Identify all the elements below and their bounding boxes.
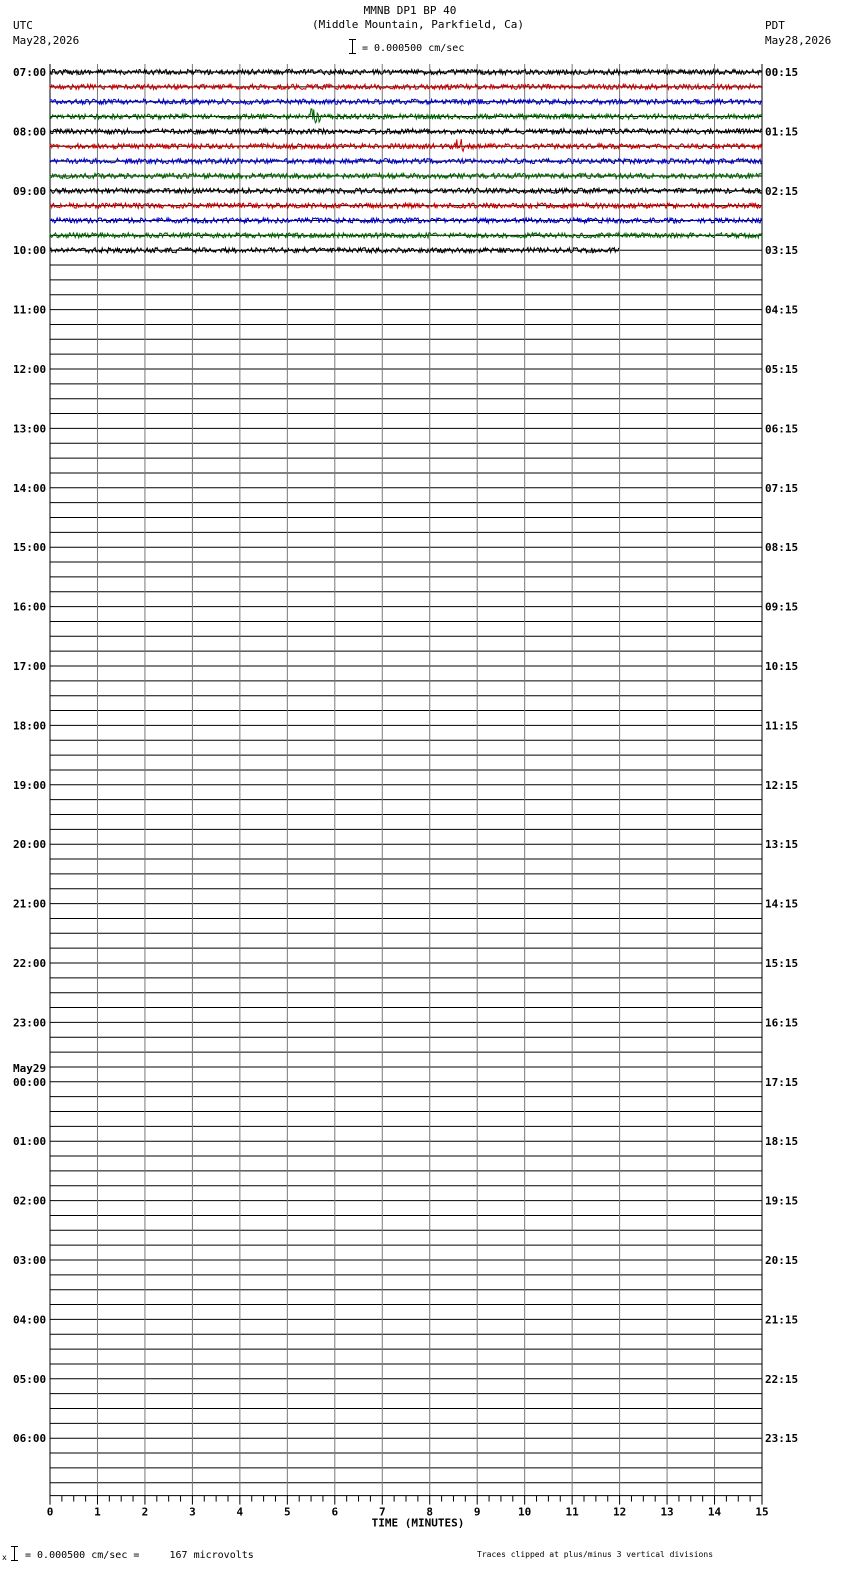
left-hour-label: 08:00 (13, 125, 47, 139)
x-axis (47, 1496, 769, 1530)
x-tick-label: 1 (94, 1505, 101, 1519)
right-hour-label: 01:15 (765, 125, 799, 139)
left-hour-label: 14:00 (13, 481, 47, 495)
x-tick-label: 5 (284, 1505, 291, 1519)
right-hour-label: 11:15 (765, 719, 799, 733)
footer-scale-bar-icon (11, 1546, 18, 1561)
trace-row (50, 159, 762, 164)
trace-row (50, 139, 762, 151)
right-hour-label: 09:15 (765, 600, 799, 614)
right-hour-label: 02:15 (765, 184, 799, 198)
station-location: (Middle Mountain, Parkfield, Ca) (312, 18, 524, 31)
right-hour-label: 22:15 (765, 1372, 799, 1386)
left-hour-label: 17:00 (13, 660, 47, 673)
x-tick-label: 14 (707, 1505, 722, 1519)
left-hour-label: 10:00 (13, 244, 47, 258)
left-hour-label: 05:00 (13, 1372, 47, 1386)
x-tick-label: 3 (189, 1505, 196, 1519)
right-hour-label: 05:15 (765, 363, 799, 376)
corner-mark: x (2, 1553, 7, 1562)
left-hour-label: 23:00 (13, 1016, 47, 1030)
right-hour-label: 14:15 (765, 897, 799, 911)
x-tick-label: 4 (236, 1505, 244, 1519)
date-change-label: May29 (13, 1061, 47, 1075)
left-hour-label: 13:00 (13, 422, 47, 436)
station-title: MMNB DP1 BP 40 (363, 4, 457, 17)
right-hour-label: 10:15 (765, 660, 799, 673)
seismic-traces (50, 69, 762, 252)
x-tick-label: 8 (426, 1505, 434, 1519)
left-hour-label: 20:00 (13, 838, 47, 852)
footer-scale-label: = 0.000500 cm/sec = 167 microvolts (25, 1550, 254, 1561)
right-hour-label: 12:15 (765, 778, 799, 792)
right-hour-label: 18:15 (765, 1135, 799, 1149)
left-hour-label: 04:00 (13, 1313, 47, 1327)
x-tick-label: 6 (331, 1505, 339, 1519)
right-hour-label: 13:15 (765, 838, 799, 852)
left-hour-label: 22:00 (13, 957, 47, 970)
scale-label: = 0.000500 cm/sec (362, 43, 465, 54)
x-tick-label: 9 (473, 1505, 481, 1519)
right-hour-label: 19:15 (765, 1194, 799, 1208)
left-hour-label: 01:00 (13, 1135, 47, 1149)
x-tick-label: 7 (378, 1505, 386, 1519)
x-tick-label: 0 (46, 1505, 54, 1519)
left-hour-label: 15:00 (13, 541, 47, 555)
left-hour-label: 21:00 (13, 897, 47, 911)
right-date: May28,2026 (765, 34, 832, 47)
right-hour-label: 07:15 (765, 481, 799, 495)
x-tick-label: 15 (755, 1505, 769, 1519)
left-hour-label: 11:00 (13, 303, 47, 317)
left-date: May28,2026 (13, 34, 80, 47)
right-timezone: PDT (765, 19, 785, 32)
x-tick-label: 12 (612, 1505, 627, 1519)
x-tick-label: 13 (660, 1505, 674, 1519)
right-hour-label: 21:15 (765, 1313, 799, 1327)
left-hour-label: 02:00 (13, 1194, 47, 1208)
right-hour-label: 23:15 (765, 1432, 799, 1446)
left-hour-label: 09:00 (13, 184, 47, 198)
left-hour-label: 18:00 (13, 719, 47, 733)
x-tick-label: 10 (518, 1505, 532, 1519)
left-hour-label: 06:00 (13, 1432, 47, 1446)
left-hour-label: 00:00 (13, 1075, 47, 1089)
x-axis-title: TIME (MINUTES) (371, 1516, 465, 1530)
left-hour-label: 16:00 (13, 600, 47, 614)
left-timezone: UTC (13, 19, 33, 32)
right-hour-label: 20:15 (765, 1254, 799, 1267)
left-hour-label: 12:00 (13, 363, 47, 376)
left-hour-label: 03:00 (13, 1254, 47, 1267)
left-hour-label: 07:00 (13, 66, 47, 79)
right-hour-label: 15:15 (765, 957, 799, 970)
left-hour-label: 19:00 (13, 778, 47, 792)
x-tick-label: 11 (565, 1505, 579, 1519)
right-hour-label: 06:15 (765, 422, 799, 436)
right-hour-label: 16:15 (765, 1016, 799, 1030)
clip-note: Traces clipped at plus/minus 3 vertical divisions (477, 1550, 714, 1559)
trace-row (50, 109, 762, 123)
right-hour-label: 03:15 (765, 244, 799, 258)
right-hour-label: 00:15 (765, 66, 799, 79)
x-tick-label: 2 (141, 1505, 149, 1519)
chart-grid (50, 64, 762, 1502)
right-hour-label: 04:15 (765, 303, 799, 317)
right-hour-label: 17:15 (765, 1075, 799, 1089)
right-hour-label: 08:15 (765, 541, 799, 555)
